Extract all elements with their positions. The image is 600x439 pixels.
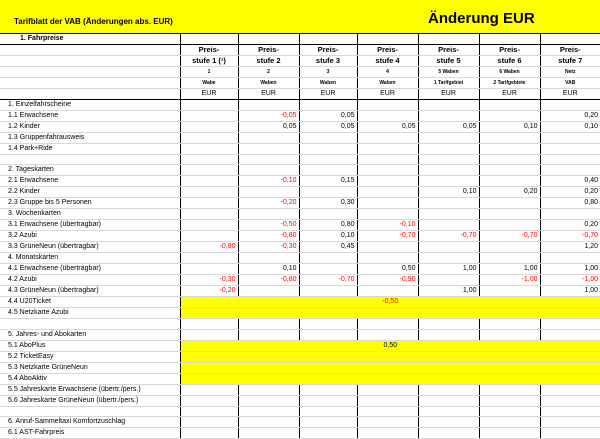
value-cell[interactable] <box>180 406 238 416</box>
row-label[interactable]: 6. Anruf-Sammeltaxi Komfortzuschlag <box>0 416 180 427</box>
table-row <box>0 253 600 264</box>
row-label[interactable]: 3. Wochenkarten <box>0 209 180 220</box>
value-cell[interactable]: -0,80 <box>180 242 238 253</box>
value-cell[interactable] <box>299 286 357 297</box>
value-cell[interactable] <box>357 395 418 406</box>
table-row <box>0 319 600 329</box>
value-cell[interactable] <box>299 395 357 406</box>
value-cell[interactable]: 1,00 <box>479 264 540 275</box>
table-row <box>0 133 600 144</box>
column-header-l1[interactable]: Preis- <box>479 45 540 56</box>
value-cell[interactable]: -0,10 <box>357 220 418 231</box>
value-cell[interactable] <box>418 427 479 438</box>
value-cell[interactable] <box>299 264 357 275</box>
value-cell[interactable] <box>418 275 479 286</box>
value-cell[interactable]: 1,00 <box>418 264 479 275</box>
value-cell[interactable] <box>479 384 540 395</box>
value-cell[interactable] <box>479 176 540 187</box>
value-cell[interactable]: 0,10 <box>418 187 479 198</box>
table-row <box>0 308 600 319</box>
value-cell[interactable] <box>299 100 357 111</box>
value-cell[interactable] <box>540 416 600 427</box>
column-header-l1[interactable]: Preis- <box>357 45 418 56</box>
value-cell[interactable] <box>238 416 299 427</box>
row-label[interactable] <box>0 155 180 165</box>
value-cell[interactable]: 0,10 <box>299 231 357 242</box>
table-row <box>0 297 600 308</box>
value-cell[interactable] <box>180 111 238 122</box>
value-cell[interactable] <box>357 416 418 427</box>
value-cell[interactable] <box>238 100 299 111</box>
value-cell[interactable]: -0,20 <box>238 198 299 209</box>
header-label-cell[interactable] <box>0 67 180 78</box>
value-cell[interactable] <box>418 384 479 395</box>
value-cell[interactable] <box>540 319 600 329</box>
value-cell[interactable] <box>418 100 479 111</box>
value-cell[interactable] <box>418 209 479 220</box>
value-cell[interactable] <box>418 165 479 176</box>
column-header-l2[interactable]: stufe 4 <box>357 56 418 67</box>
column-header-l1[interactable]: Preis- <box>180 45 238 56</box>
value-cell[interactable]: -0,70 <box>418 231 479 242</box>
title-banner <box>0 0 600 34</box>
value-cell[interactable] <box>479 395 540 406</box>
table-row <box>0 275 600 286</box>
row-label[interactable]: 4.4 U20Ticket <box>0 297 180 308</box>
merged-value-cell[interactable]: -0,50 <box>180 297 600 308</box>
value-cell[interactable]: -0,90 <box>357 275 418 286</box>
value-cell[interactable] <box>540 133 600 144</box>
row-label[interactable]: 5.4 AboAktiv <box>0 373 180 384</box>
value-cell[interactable] <box>540 155 600 165</box>
table-row <box>0 122 600 133</box>
row-label[interactable]: 1.3 Gruppenfahrausweis <box>0 133 180 144</box>
table-row <box>0 427 600 438</box>
value-cell[interactable]: -0,80 <box>238 231 299 242</box>
column-header-l4[interactable]: VAB <box>540 78 600 89</box>
table-row <box>0 144 600 155</box>
value-cell[interactable] <box>479 242 540 253</box>
value-cell[interactable] <box>180 264 238 275</box>
value-cell[interactable] <box>180 329 238 340</box>
value-cell[interactable] <box>357 198 418 209</box>
value-cell[interactable] <box>238 329 299 340</box>
table-row <box>0 155 600 165</box>
value-cell[interactable] <box>357 319 418 329</box>
value-cell[interactable]: -0,30 <box>238 242 299 253</box>
table-row <box>0 373 600 384</box>
table-row <box>0 362 600 373</box>
row-label[interactable]: 5.6 Jahreskarte GrüneNeun (übertr./pers.) <box>0 395 180 406</box>
merged-value-cell[interactable] <box>180 308 600 319</box>
value-cell[interactable] <box>180 133 238 144</box>
column-header-l3[interactable]: 5 Waben <box>418 67 479 78</box>
value-cell[interactable] <box>238 209 299 220</box>
value-cell[interactable] <box>299 329 357 340</box>
table-row <box>0 176 600 187</box>
value-cell[interactable] <box>180 231 238 242</box>
header-blank-cell[interactable] <box>299 34 357 45</box>
value-cell[interactable] <box>238 286 299 297</box>
sheet-title: Änderung EUR <box>428 10 535 27</box>
value-cell[interactable] <box>357 133 418 144</box>
value-cell[interactable] <box>479 329 540 340</box>
column-header-l1[interactable]: Preis- <box>299 45 357 56</box>
column-header-l4[interactable]: Waben <box>357 78 418 89</box>
value-cell[interactable] <box>180 427 238 438</box>
value-cell[interactable] <box>418 220 479 231</box>
value-cell[interactable]: -0,70 <box>357 231 418 242</box>
value-cell[interactable] <box>299 155 357 165</box>
value-cell[interactable]: -0,70 <box>299 275 357 286</box>
column-header-l3[interactable]: Netz <box>540 67 600 78</box>
value-cell[interactable] <box>357 427 418 438</box>
value-cell[interactable] <box>479 427 540 438</box>
column-header-l3[interactable]: 1 <box>180 67 238 78</box>
value-cell[interactable] <box>238 165 299 176</box>
value-cell[interactable] <box>180 209 238 220</box>
value-cell[interactable] <box>180 122 238 133</box>
row-label[interactable]: 1.2 Kinder <box>0 122 180 133</box>
column-header-l2[interactable]: stufe 6 <box>479 56 540 67</box>
value-cell[interactable] <box>180 384 238 395</box>
value-cell[interactable]: 0,80 <box>540 198 600 209</box>
column-header-l2[interactable]: stufe 1 (¹) <box>180 56 238 67</box>
value-cell[interactable] <box>418 144 479 155</box>
value-cell[interactable]: 0,10 <box>540 122 600 133</box>
value-cell[interactable] <box>357 176 418 187</box>
value-cell[interactable] <box>180 165 238 176</box>
value-cell[interactable]: 0,30 <box>299 198 357 209</box>
column-header-l2[interactable]: stufe 2 <box>238 56 299 67</box>
value-cell[interactable] <box>479 111 540 122</box>
value-cell[interactable] <box>418 176 479 187</box>
table-row <box>0 220 600 231</box>
value-cell[interactable] <box>238 319 299 329</box>
value-cell[interactable] <box>180 100 238 111</box>
column-header-unit[interactable]: EUR <box>479 89 540 100</box>
header-label-cell[interactable] <box>0 89 180 100</box>
value-cell[interactable]: -0,70 <box>479 231 540 242</box>
merged-value-cell[interactable]: 0,50 <box>180 340 600 351</box>
value-cell[interactable] <box>180 319 238 329</box>
value-cell[interactable]: 0,80 <box>299 220 357 231</box>
value-cell[interactable] <box>238 406 299 416</box>
column-header-l2[interactable]: stufe 7 <box>540 56 600 67</box>
value-cell[interactable] <box>299 384 357 395</box>
value-cell[interactable] <box>418 133 479 144</box>
table-row <box>0 209 600 220</box>
value-cell[interactable]: 0,20 <box>540 187 600 198</box>
value-cell[interactable] <box>357 406 418 416</box>
header-blank-cell[interactable] <box>180 34 238 45</box>
value-cell[interactable] <box>479 209 540 220</box>
value-cell[interactable] <box>299 319 357 329</box>
value-cell[interactable] <box>479 155 540 165</box>
section-title[interactable]: 1. Fahrpreise <box>0 34 180 45</box>
value-cell[interactable] <box>418 253 479 264</box>
header-blank-cell[interactable] <box>540 34 600 45</box>
column-header-l2[interactable]: stufe 5 <box>418 56 479 67</box>
value-cell[interactable]: 1,00 <box>540 264 600 275</box>
value-cell[interactable] <box>479 319 540 329</box>
tariff-table <box>0 34 600 439</box>
value-cell[interactable] <box>418 319 479 329</box>
row-label[interactable]: 3.3 GrüneNeun (übertragbar) <box>0 242 180 253</box>
value-cell[interactable] <box>357 144 418 155</box>
value-cell[interactable] <box>299 133 357 144</box>
header-blank-cell[interactable] <box>479 34 540 45</box>
column-header-l4[interactable]: 2 Tarifgebiete <box>479 78 540 89</box>
row-label[interactable]: 2.2 Kinder <box>0 187 180 198</box>
value-cell[interactable] <box>540 406 600 416</box>
value-cell[interactable] <box>418 198 479 209</box>
header-label-cell[interactable] <box>0 45 180 56</box>
merged-value-cell[interactable] <box>180 373 600 384</box>
value-cell[interactable] <box>418 242 479 253</box>
value-cell[interactable]: 0,05 <box>299 111 357 122</box>
table-row <box>0 242 600 253</box>
header-label-cell[interactable] <box>0 78 180 89</box>
column-header-l3[interactable]: 4 <box>357 67 418 78</box>
value-cell[interactable] <box>299 209 357 220</box>
value-cell[interactable] <box>479 165 540 176</box>
value-cell[interactable] <box>357 384 418 395</box>
value-cell[interactable] <box>540 384 600 395</box>
value-cell[interactable] <box>357 242 418 253</box>
row-label[interactable]: 1. Einzelfahrscheine <box>0 100 180 111</box>
value-cell[interactable] <box>180 416 238 427</box>
value-cell[interactable] <box>299 416 357 427</box>
table-row <box>0 198 600 209</box>
value-cell[interactable] <box>540 427 600 438</box>
value-cell[interactable] <box>238 395 299 406</box>
row-label[interactable] <box>0 406 180 416</box>
table-row <box>0 329 600 340</box>
value-cell[interactable] <box>418 395 479 406</box>
row-label[interactable]: 3.2 Azubi <box>0 231 180 242</box>
value-cell[interactable] <box>479 198 540 209</box>
value-cell[interactable]: -0,20 <box>180 286 238 297</box>
value-cell[interactable]: -0,05 <box>238 111 299 122</box>
table-row <box>0 416 600 427</box>
column-header-l4[interactable]: Waben <box>299 78 357 89</box>
row-label[interactable]: 1.1 Erwachsene <box>0 111 180 122</box>
value-cell[interactable] <box>299 253 357 264</box>
value-cell[interactable] <box>418 416 479 427</box>
value-cell[interactable] <box>357 155 418 165</box>
value-cell[interactable] <box>540 165 600 176</box>
value-cell[interactable] <box>238 187 299 198</box>
table-row <box>0 395 600 406</box>
column-header-l4[interactable]: Waben <box>238 78 299 89</box>
value-cell[interactable]: 0,20 <box>540 220 600 231</box>
column-header-l4[interactable]: 1 Tarifgebiet <box>418 78 479 89</box>
value-cell[interactable]: -1,00 <box>479 275 540 286</box>
header-blank-cell[interactable] <box>238 34 299 45</box>
value-cell[interactable] <box>540 209 600 220</box>
value-cell[interactable] <box>238 133 299 144</box>
value-cell[interactable] <box>238 253 299 264</box>
header-blank-cell[interactable] <box>418 34 479 45</box>
value-cell[interactable] <box>180 198 238 209</box>
value-cell[interactable] <box>540 144 600 155</box>
value-cell[interactable]: -1,00 <box>540 275 600 286</box>
table-row <box>0 100 600 111</box>
column-header-l2[interactable]: stufe 3 <box>299 56 357 67</box>
column-header-unit[interactable]: EUR <box>180 89 238 100</box>
column-header-l1[interactable]: Preis- <box>238 45 299 56</box>
value-cell[interactable]: 1,00 <box>418 286 479 297</box>
value-cell[interactable] <box>299 165 357 176</box>
value-cell[interactable] <box>299 144 357 155</box>
value-cell[interactable]: 0,10 <box>238 264 299 275</box>
merged-value-cell[interactable] <box>180 351 600 362</box>
column-header-unit[interactable]: EUR <box>299 89 357 100</box>
value-cell[interactable] <box>540 100 600 111</box>
value-cell[interactable] <box>357 100 418 111</box>
value-cell[interactable]: 0,20 <box>479 187 540 198</box>
value-cell[interactable]: 1,20 <box>540 242 600 253</box>
row-label[interactable]: 5.1 AboPlus <box>0 340 180 351</box>
value-cell[interactable] <box>180 395 238 406</box>
value-cell[interactable]: 0,20 <box>540 111 600 122</box>
header-blank-cell[interactable] <box>357 34 418 45</box>
value-cell[interactable] <box>357 209 418 220</box>
value-cell[interactable]: 0,05 <box>418 122 479 133</box>
table-row <box>0 111 600 122</box>
row-label[interactable]: 5.3 Netzkarte GrüneNeun <box>0 362 180 373</box>
value-cell[interactable]: 0,05 <box>357 122 418 133</box>
value-cell[interactable] <box>357 111 418 122</box>
value-cell[interactable] <box>357 329 418 340</box>
value-cell[interactable] <box>418 329 479 340</box>
row-label[interactable] <box>0 319 180 329</box>
value-cell[interactable] <box>418 406 479 416</box>
value-cell[interactable] <box>540 253 600 264</box>
value-cell[interactable] <box>357 165 418 176</box>
value-cell[interactable]: -0,50 <box>238 220 299 231</box>
value-cell[interactable]: 0,45 <box>299 242 357 253</box>
row-label[interactable]: 3.1 Erwachsene (übertragbar) <box>0 220 180 231</box>
header-label-cell[interactable] <box>0 56 180 67</box>
column-header-l3[interactable]: 3 <box>299 67 357 78</box>
column-header-unit[interactable]: EUR <box>238 89 299 100</box>
row-label[interactable]: 6.1 AST-Fahrpreis <box>0 427 180 438</box>
value-cell[interactable] <box>180 253 238 264</box>
value-cell[interactable] <box>479 144 540 155</box>
value-cell[interactable] <box>479 253 540 264</box>
column-header-l1[interactable]: Preis- <box>418 45 479 56</box>
table-row <box>0 165 600 176</box>
column-header-l4[interactable]: Wabe <box>180 78 238 89</box>
column-header-unit[interactable]: EUR <box>418 89 479 100</box>
row-label[interactable]: 5.5 Jahreskarte Erwachsene (übertr./pers.) <box>0 384 180 395</box>
value-cell[interactable] <box>479 416 540 427</box>
row-label[interactable]: 5. Jahres- und Abokarten <box>0 329 180 340</box>
value-cell[interactable] <box>180 187 238 198</box>
value-cell[interactable] <box>180 144 238 155</box>
value-cell[interactable]: -0,10 <box>238 176 299 187</box>
column-header-l3[interactable]: 6 Waben <box>479 67 540 78</box>
value-cell[interactable] <box>540 329 600 340</box>
column-header-l1[interactable]: Preis- <box>540 45 600 56</box>
value-cell[interactable] <box>479 406 540 416</box>
value-cell[interactable]: -0,30 <box>180 275 238 286</box>
value-cell[interactable] <box>479 133 540 144</box>
value-cell[interactable] <box>540 395 600 406</box>
value-cell[interactable] <box>299 427 357 438</box>
value-cell[interactable] <box>357 286 418 297</box>
row-label[interactable]: 4.2 Azubi <box>0 275 180 286</box>
table-row <box>0 264 600 275</box>
value-cell[interactable]: 0,05 <box>238 122 299 133</box>
value-cell[interactable]: -0,80 <box>238 275 299 286</box>
value-cell[interactable] <box>180 155 238 165</box>
value-cell[interactable] <box>418 111 479 122</box>
table-row <box>0 187 600 198</box>
value-cell[interactable] <box>238 155 299 165</box>
row-label[interactable]: 5.2 TicketEasy <box>0 351 180 362</box>
value-cell[interactable]: 0,10 <box>479 122 540 133</box>
table-row <box>0 286 600 297</box>
value-cell[interactable] <box>418 155 479 165</box>
row-label[interactable]: 4. Monatskarten <box>0 253 180 264</box>
column-header-unit[interactable]: EUR <box>357 89 418 100</box>
value-cell[interactable] <box>180 176 238 187</box>
column-header-l3[interactable]: 2 <box>238 67 299 78</box>
value-cell[interactable] <box>357 187 418 198</box>
value-cell[interactable] <box>299 187 357 198</box>
value-cell[interactable] <box>238 427 299 438</box>
value-cell[interactable] <box>238 144 299 155</box>
value-cell[interactable] <box>299 406 357 416</box>
value-cell[interactable] <box>479 100 540 111</box>
value-cell[interactable]: 0,50 <box>357 264 418 275</box>
value-cell[interactable] <box>357 253 418 264</box>
merged-value-cell[interactable] <box>180 362 600 373</box>
row-label[interactable]: 4.3 GrüneNeun (übertragbar) <box>0 286 180 297</box>
value-cell[interactable]: -0,70 <box>540 231 600 242</box>
table-row <box>0 351 600 362</box>
value-cell[interactable]: 1,00 <box>540 286 600 297</box>
table-row <box>0 231 600 242</box>
row-label[interactable]: 2.3 Gruppe bis 5 Personen <box>0 198 180 209</box>
column-header-unit[interactable]: EUR <box>540 89 600 100</box>
value-cell[interactable]: 0,15 <box>299 176 357 187</box>
row-label[interactable]: 4.5 Netzkarte Azubi <box>0 308 180 319</box>
value-cell[interactable] <box>479 286 540 297</box>
value-cell[interactable] <box>238 384 299 395</box>
row-label[interactable]: 4.1 Erwachsene (übertragbar) <box>0 264 180 275</box>
row-label[interactable]: 2. Tageskarten <box>0 165 180 176</box>
row-label[interactable]: 2.1 Erwachsene <box>0 176 180 187</box>
value-cell[interactable] <box>479 220 540 231</box>
table-row <box>0 384 600 395</box>
value-cell[interactable]: 0,40 <box>540 176 600 187</box>
sheet-subtitle: Tarifblatt der VAB (Änderungen abs. EUR) <box>14 17 173 26</box>
row-label[interactable]: 1.4 Park+Ride <box>0 144 180 155</box>
table-row <box>0 406 600 416</box>
value-cell[interactable] <box>180 220 238 231</box>
value-cell[interactable]: 0,05 <box>299 122 357 133</box>
table-row <box>0 340 600 351</box>
